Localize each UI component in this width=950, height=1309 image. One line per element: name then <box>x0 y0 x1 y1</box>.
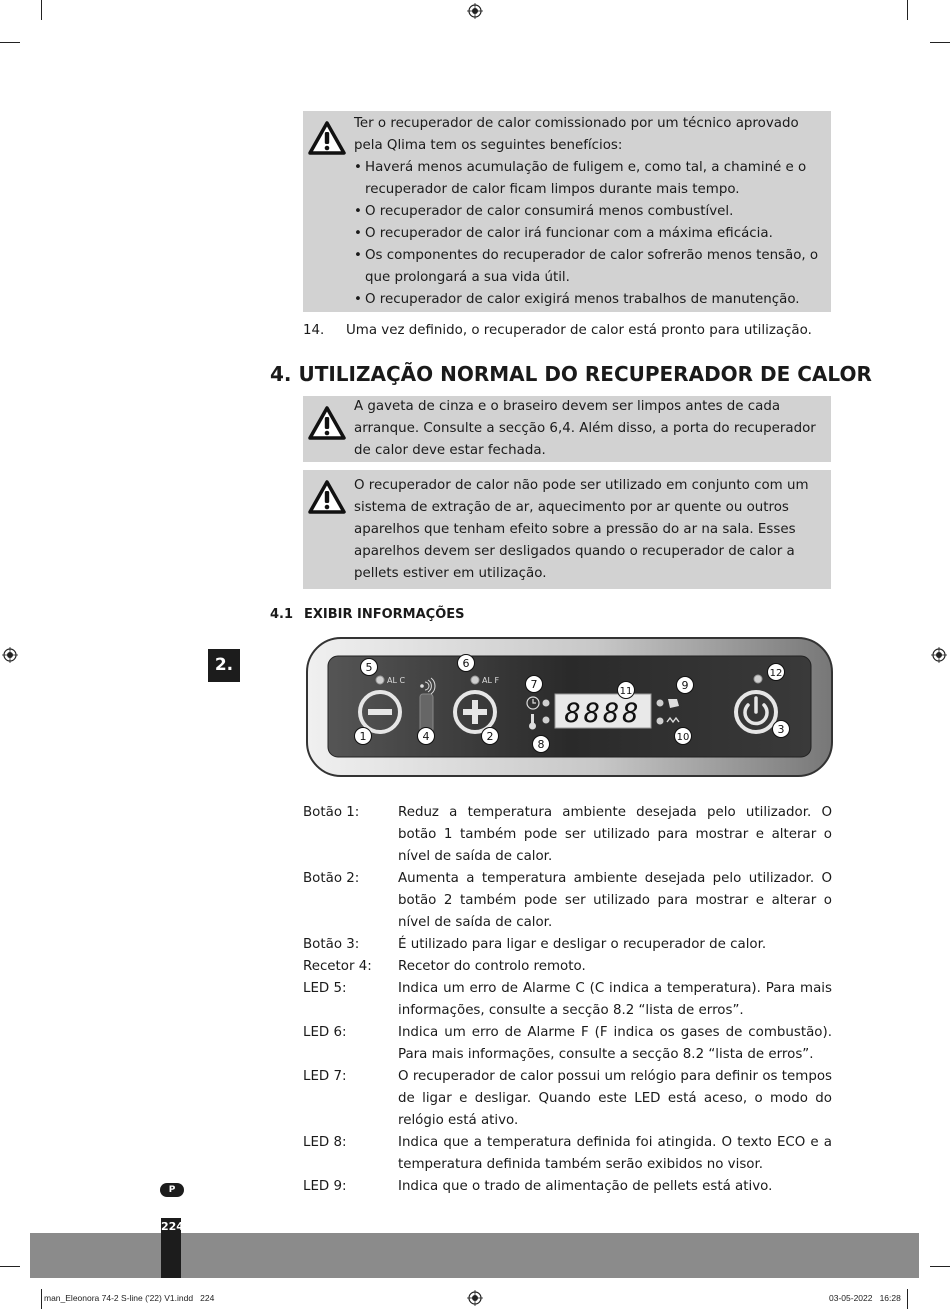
definition-item <box>303 1022 832 1066</box>
svg-text:3: 3 <box>777 723 785 736</box>
crop-mark <box>0 42 20 43</box>
subsection-number: 4.1 <box>270 607 294 622</box>
svg-text:10: 10 <box>676 732 690 743</box>
led-7 <box>543 700 550 707</box>
svg-text:7: 7 <box>530 678 538 691</box>
definition-desc: Indica que a temperatura definida foi atingida. O texto ECO e a temperatura definida também serão exibidos no visor. <box>398 1135 832 1172</box>
crop-mark <box>41 0 42 20</box>
callout-11 <box>618 682 635 699</box>
definition-term: LED 7: <box>303 1069 347 1084</box>
callout-5 <box>361 659 378 676</box>
definition-term: Botão 2: <box>303 871 360 886</box>
warning-bullet: • Haverá menos acumulação de fuligem e, como tal, a chaminé e o recuperador de calor ficam limpos durante mais tempo. <box>354 157 825 201</box>
definition-item <box>303 978 832 1022</box>
definition-item <box>303 802 832 868</box>
warning-bullet: • O recuperador de calor consumirá menos combustível. <box>354 201 825 223</box>
svg-text:9: 9 <box>681 679 689 692</box>
svg-text:5: 5 <box>365 661 373 674</box>
svg-text:2: 2 <box>486 730 494 743</box>
led-5 <box>376 676 384 684</box>
definition-desc: O recuperador de calor possui um relógio para definir os tempos de ligar e desligar. Quando este LED está aceso, o modo do relógio está ativo. <box>398 1069 832 1128</box>
callout-12 <box>768 664 785 681</box>
definition-item <box>303 868 832 934</box>
warning-bullet: • O recuperador de calor exigirá menos trabalhos de manutenção. <box>354 289 825 311</box>
crop-mark <box>930 1266 950 1267</box>
callout-2 <box>482 728 499 745</box>
registration-mark-icon <box>467 1290 483 1306</box>
definition-desc: Aumenta a temperatura ambiente desejada pelo utilizador. O botão 2 também pode ser utilizado para mostrar e alterar o nível de saída de calor. <box>398 871 832 930</box>
crop-mark <box>907 1289 908 1309</box>
crop-mark <box>41 1289 42 1309</box>
warning-text: A gaveta de cinza e o braseiro devem ser limpos antes de cada arranque. Consulte a secção 6,4. Além disso, a porta do recuperador de calor deve estar fechada. <box>354 399 816 458</box>
crop-mark <box>930 42 950 43</box>
definition-desc: Indica um erro de Alarme F (F indica os gases de combustão). Para mais informações, consulte a secção 8.2 “lista de erros”. <box>398 1025 832 1062</box>
definition-item <box>303 1176 832 1198</box>
svg-text:8: 8 <box>537 738 545 751</box>
language-badge: P <box>160 1183 184 1197</box>
definition-term: LED 6: <box>303 1025 347 1040</box>
display-digits: 8888 <box>564 698 642 729</box>
registration-mark-icon <box>2 647 18 663</box>
registration-mark-icon <box>931 647 947 663</box>
definition-term: LED 5: <box>303 981 347 996</box>
warning-box-cleaning <box>303 396 831 462</box>
date-slug: 03-05-2022 16:28 <box>829 1293 901 1303</box>
crop-mark <box>907 0 908 20</box>
section-heading: 4. UTILIZAÇÃO NORMAL DO RECUPERADOR DE CALOR <box>270 362 872 386</box>
svg-text:6: 6 <box>462 657 470 670</box>
warning-bullet: • O recuperador de calor irá funcionar com a máxima eficácia. <box>354 223 825 245</box>
callout-1 <box>355 728 372 745</box>
callout-7 <box>526 676 543 693</box>
definition-desc: Reduz a temperatura ambiente desejada pelo utilizador. O botão 1 também pode ser utilizado para mostrar e alterar o nível de saída de calor. <box>398 805 832 864</box>
control-panel-diagram <box>305 636 834 778</box>
warning-bullet: • Os componentes do recuperador de calor sofrerão menos tensão, o que prolongará a sua vida útil. <box>354 245 825 289</box>
step-number: 14. <box>303 323 325 338</box>
definition-term: Recetor 4: <box>303 959 372 974</box>
definition-item <box>303 934 832 956</box>
callout-3 <box>773 721 790 738</box>
warning-triangle-icon <box>308 480 346 514</box>
definition-item <box>303 1132 832 1176</box>
callout-8 <box>533 736 550 753</box>
registration-mark-icon <box>467 3 483 19</box>
file-slug: man_Eleonora 74-2 S-line ('22) V1.indd 224 <box>44 1293 215 1303</box>
callout-4 <box>418 728 435 745</box>
crop-mark <box>0 1266 20 1267</box>
al-f-label: AL F <box>482 676 500 685</box>
led-10 <box>657 718 664 725</box>
definition-term: LED 9: <box>303 1179 347 1194</box>
svg-text:12: 12 <box>769 668 783 679</box>
definitions-list <box>303 802 832 1198</box>
warning-text: O recuperador de calor não pode ser utilizado em conjunto com um sistema de extração de ar, aquecimento por ar quente ou outros aparelhos que tenham efeito sobre a pressão do ar na sala. Esses aparelhos devem ser desligados quando o recuperador de calor a pellets estiver em utilização. <box>354 478 809 581</box>
al-c-label: AL C <box>387 676 406 685</box>
page-number: 224 <box>161 1220 184 1233</box>
svg-text:4: 4 <box>422 730 430 743</box>
definition-desc: Indica um erro de Alarme C (C indica a temperatura). Para mais informações, consulte a secção 8.2 “lista de erros”. <box>398 981 832 1018</box>
svg-text:11: 11 <box>619 686 633 697</box>
led-12 <box>754 675 762 683</box>
step-text: Uma vez definido, o recuperador de calor está pronto para utilização. <box>346 323 812 338</box>
definition-desc: É utilizado para ligar e desligar o recuperador de calor. <box>398 937 767 952</box>
subsection-title: EXIBIR INFORMAÇÕES <box>304 607 465 622</box>
chapter-tab: 2. <box>208 649 240 682</box>
definition-item <box>303 1066 832 1132</box>
callout-10 <box>675 728 692 745</box>
warning-intro: Ter o recuperador de calor comissionado por um técnico aprovado pela Qlima tem os seguintes benefícios: <box>354 116 799 153</box>
svg-text:1: 1 <box>359 730 367 743</box>
led-6 <box>471 676 479 684</box>
definition-desc: Indica que o trado de alimentação de pellets está ativo. <box>398 1179 773 1194</box>
warning-box-commissioning <box>303 111 831 312</box>
led-9 <box>657 700 664 707</box>
remote-receiver-window <box>420 694 433 732</box>
warning-box-ventilation <box>303 470 831 589</box>
callout-6 <box>458 655 475 672</box>
definition-term: Botão 1: <box>303 805 360 820</box>
definition-desc: Recetor do controlo remoto. <box>398 959 586 974</box>
callout-9 <box>677 677 694 694</box>
definition-term: LED 8: <box>303 1135 347 1150</box>
definition-term: Botão 3: <box>303 937 360 952</box>
warning-triangle-icon <box>308 121 346 155</box>
warning-triangle-icon <box>308 406 346 440</box>
definition-item <box>303 956 832 978</box>
led-8 <box>543 717 550 724</box>
